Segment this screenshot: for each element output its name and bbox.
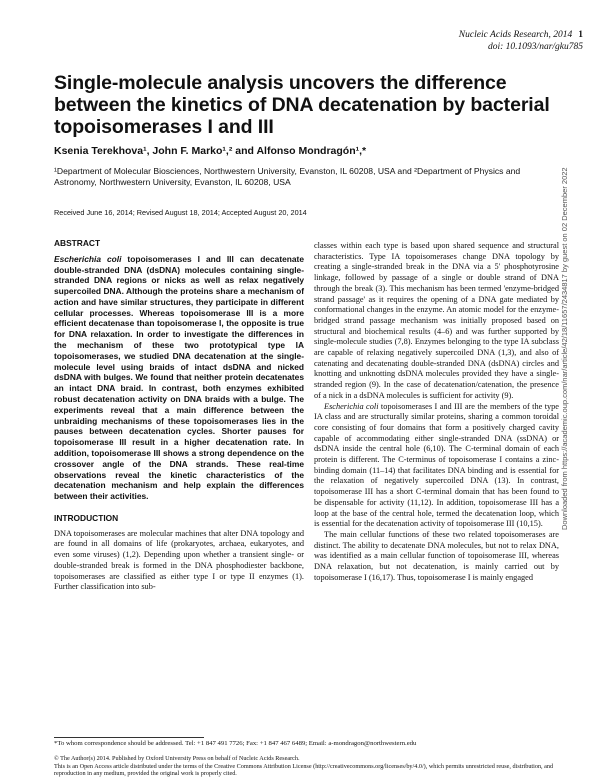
article-title: Single-molecule analysis uncovers the difference between the kinetics of DNA decatenation by bacterial topoisomerases I and III xyxy=(54,72,550,138)
ecoli-italic: Escherichia coli xyxy=(324,401,379,411)
download-watermark: Downloaded from https://academic.oup.com/nar/article/42/18/11657/2434817 by guest on 02 December 2022 xyxy=(560,167,569,530)
right-column xyxy=(314,241,559,584)
paragraph-functions: The main cellular functions of these two related topoisomerases are distinct. The ability to decatenate DNA molecules, but not to relax DNA, was identified as a main cellular function of topoisomerase III, whereas DNA relaxation, but not decatenation, is mainly carried out by topoisomerase I (16,17). Thus, topoisomerase I is mainly engaged xyxy=(314,529,559,582)
copyright-notice xyxy=(54,755,564,778)
abstract-text: topoisomerases I and III can decatenate double-stranded DNA (dsDNA) molecules containing single-stranded DNA regions or nicks as well as relax negatively supercoiled DNA. Although the proteins share a mechanism of action and have similar structures, they participate in different cellular processes. Whereas topoisomerase III is a more efficient decatenase than topoisomerase I, the opposite is true for DNA relaxation. In order to investigate the differences in the mechanism of these two prototypical type IA topoisomerases, we studied DNA decatenation at the single-molecule level using braids of intact dsDNA and nicked dsDNA with bulges. We found that neither protein decatenates an intact DNA braid. In contrast, both enzymes exhibited robust decatenation activity on DNA braids with a bulge. The experiments reveal that a main difference between the unbraiding mechanisms of these topoisomerases lies in the pauses between decatenation cycles. Shorter pauses for topoisomerase III result in a higher decatenation rate. In addition, topoisomerase III shows a strong dependence on the crossover angle of the DNA strands. These real-time observations reveal the kinetic characteristics of the decatenation mechanism and help explain the differences between their activities. xyxy=(54,253,304,502)
paragraph-ecoli-text: topoisomerases I and III are the members of the type IA class and are structurally similar proteins, sharing a common toroidal core consisting of four domains that form a positively charged cavity capable of accommodating either single-stranded DNA (ssDNA) or dsDNA inside the central hole (6,10). The C-terminal domain of each protein is different. The C-terminus of topoisomerase I contains a zinc-binding domain (11–14) that facilitates DNA binding and is essential for the relaxation of negatively supercoiled DNA (13). In contrast, topoisomerase III has a short C-terminal domain that has been found to be dispensable for activity (11,12). In addition, topoisomerase III has a loop at the base of the central hole, termed the decatenation loop, which is essential for the decatenation activity of topoisomerase III (10,15). xyxy=(314,401,559,529)
license-line: This is an Open Access article distributed under the terms of the Creative Commons Attribution License (http://creativecommons.org/licenses/by/4.0/), which permits unrestricted reuse, distribution, and reproduction in any medium, provided the original work is properly cited. xyxy=(54,762,554,778)
correspondence-footnote: *To whom correspondence should be addressed. Tel: +1 847 491 7726; Fax: +1 847 467 6489; Email: a-mondragon@northwestern.edu xyxy=(54,740,417,747)
footnote-rule xyxy=(54,737,204,738)
left-column xyxy=(54,238,304,593)
page-number: 1 xyxy=(578,30,583,40)
abstract-species: Escherichia coli xyxy=(54,253,122,264)
author-list: Ksenia Terekhova¹, John F. Marko¹,² and Alfonso Mondragón¹,* xyxy=(54,145,367,157)
abstract-body xyxy=(54,254,304,502)
copyright-line: © The Author(s) 2014. Published by Oxford University Press on behalf of Nucleic Acids Research. xyxy=(54,755,300,762)
paragraph-ecoli xyxy=(314,402,559,530)
introduction-text: DNA topoisomerases are molecular machines that alter DNA topology and are found in all domains of life (prokaryotes, archaea, eukaryotes, and even some viruses) (1,2). Depending upon whether a transient single- or double-stranded break is formed in the DNA phosphodiester backbone, topoisomerases are classified as either type I or type II enzymes (1). Further classification into sub- xyxy=(54,528,304,592)
affiliations: ¹Department of Molecular Biosciences, Northwestern University, Evanston, IL 60208, USA and ²Department of Physics and Astronomy, Northwestern University, Evanston, IL 60208, USA xyxy=(54,166,521,187)
paragraph-subclasses: classes within each type is based upon shared sequence and structural characteristics. Type IA topoisomerases change DNA topology by creating a single-stranded break in the DNA via a 5′ phosphotyrosine linkage, followed by passage of a single or double strand of DNA through the break (3). This mechanism has been termed 'enzyme-bridged strand passage' as it requires the opening of a DNA gate mediated by conformational changes in the enzyme. An atomic model for the enzyme-bridged strand passage mechanism was initially proposed based on structural and biochemical results (4–6) and was further supported by single-molecule studies (7,8). Enzymes belonging to the type IA subclass are capable of relaxing negatively supercoiled DNA (1,3), and also of catenating and decatenating double-stranded DNA (dsDNA) circles and knotting and unknotting dsDNA molecules provided they have a single-stranded region (9). In the case of decatenation/catenation, the presence of a nick in a dsDNA molecules is sufficient for activity (9). xyxy=(314,241,559,400)
doi-link[interactable]: doi: 10.1093/nar/gku785 xyxy=(488,41,583,52)
abstract-heading: ABSTRACT xyxy=(54,238,101,248)
introduction-heading: INTRODUCTION xyxy=(54,513,119,524)
received-dates: Received June 16, 2014; Revised August 18, 2014; Accepted August 20, 2014 xyxy=(54,208,307,217)
journal-name: Nucleic Acids Research, 2014 xyxy=(458,30,573,40)
